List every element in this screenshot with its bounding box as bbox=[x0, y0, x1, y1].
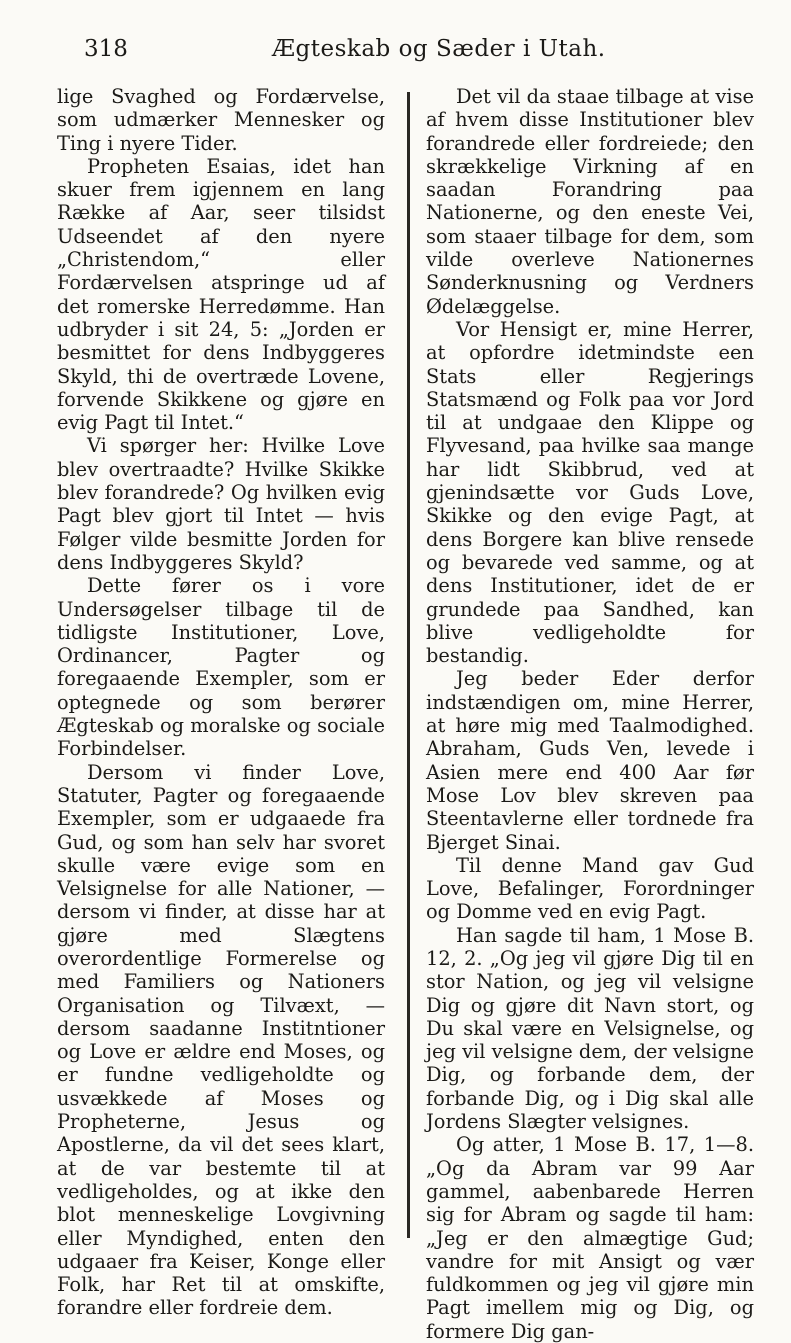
paragraph: Og atter, 1 Mose B. 17, 1—8. „Og da Abram var 99 Aar gammel, aabenbarede Herren sig for Abram og sagde til ham: „Jeg er den almægtige Gud; vandre for mit Ansigt og vær fuldkommen og jeg vil gjøre min Pagt imellem mig og Dig, og formere Dig gan- bbox=[426, 1133, 754, 1343]
running-header bbox=[84, 32, 744, 66]
paragraph: Propheten Esaias, idet han skuer frem igjennem en lang Række af Aar, seer tilsidst Udseendet af den nyere „Christendom,“ eller Fordærvelsen atspringe ud af det romerske Herredømme. Han udbryder i sit 24, 5: „Jorden er besmittet for dens Indbyggeres Skyld, thi de overtræde Lovene, forvende Skikkene og gjøre en evig Pagt til Intet.“ bbox=[57, 154, 385, 435]
paragraph: lige Svaghed og Fordærvelse, som udmærker Mennesker og Ting i nyere Tider. bbox=[57, 85, 385, 155]
column-divider bbox=[407, 92, 410, 1238]
page-number: 318 bbox=[84, 36, 128, 62]
paragraph: Det vil da staae tilbage at vise af hvem disse Institutioner blev forandrede eller fordreiede; den skrækkelige Virkning af en saadan Forandring paa Nationerne, og den eneste Vei, som staaer tilbage for dem, som vilde overleve Nationernes Sønderknusning og Verdners Ødelæggelse. bbox=[426, 85, 754, 318]
paragraph: Dette fører os i vore Undersøgelser tilbage til de tidligste Institutioner, Love, Ordinancer, Pagter og foregaaende Exempler, som er optegnede og som berører Ægteskab og moralske og sociale Forbindelser. bbox=[57, 574, 385, 761]
paragraph: Vi spørger her: Hvilke Love blev overtraadte? Hvilke Skikke blev forandrede? Og hvilken evig Pagt blev gjort til Intet — hvis Følger vilde besmitte Jorden for dens Indbyggeres Skyld? bbox=[57, 434, 385, 574]
paragraph: Vor Hensigt er, mine Herrer, at opfordre idetmindste een Stats eller Regjerings Statsmænd og Folk paa vor Jord til at undgaae den Klippe og Flyvesand, paa hvilke saa mange har lidt Skibbrud, ved at gjenindsætte vor Guds Love, Skikke og den evige Pagt, at dens Borgere kan blive rensede og bevarede ved samme, og at dens Institutioner, idet de er grundede paa Sandhed, kan blive vedligeholdte for bestandig. bbox=[426, 317, 754, 668]
left-column bbox=[57, 85, 385, 1320]
paragraph: Til denne Mand gav Gud Love, Befalinger, Forordninger og Domme ved en evig Pagt. bbox=[426, 853, 754, 924]
right-column bbox=[426, 85, 754, 1343]
paragraph: Jeg beder Eder derfor indstændigen om, mine Herrer, at høre mig med Taalmodighed. Abraham, Guds Ven, levede i Asien mere end 400 Aar før Mose Lov blev skreven paa Steentavlerne eller tordnede fra Bjerget Sinai. bbox=[426, 667, 754, 854]
running-title: Ægteskab og Sæder i Utah. bbox=[272, 36, 606, 62]
paragraph: Dersom vi finder Love, Statuter, Pagter og foregaaende Exempler, som er udgaaede fra Gud, og som han selv har svoret skulle være evige som en Velsignelse for alle Nationer, — dersom vi finder, at disse har at gjøre med Slægtens overordentlige Formerelse og med Familiers og Nationers Organisation og Tilvæxt, — dersom saadanne Institntioner og Love er ældre end Moses, og er fundne vedligeholdte og usvækkede af Moses og Propheterne, Jesus og Apostlerne, da vil det sees klart, at de var bestemte til at vedligeholdes, og at ikke den blot menneskelige Lovgivning eller Myndighed, enten den udgaaer fra Keiser, Konge eller Folk, har Ret til at omskifte, forandre eller fordreie dem. bbox=[57, 760, 385, 1320]
paragraph: Han sagde til ham, 1 Mose B. 12, 2. „Og jeg vil gjøre Dig til en stor Nation, og jeg vil velsigne Dig og gjøre dit Navn stort, og Du skal være en Velsignelse, og jeg vil velsigne dem, der velsigne Dig, og forbande dem, der forbande Dig, og i Dig skal alle Jordens Slægter velsignes. bbox=[426, 923, 754, 1134]
